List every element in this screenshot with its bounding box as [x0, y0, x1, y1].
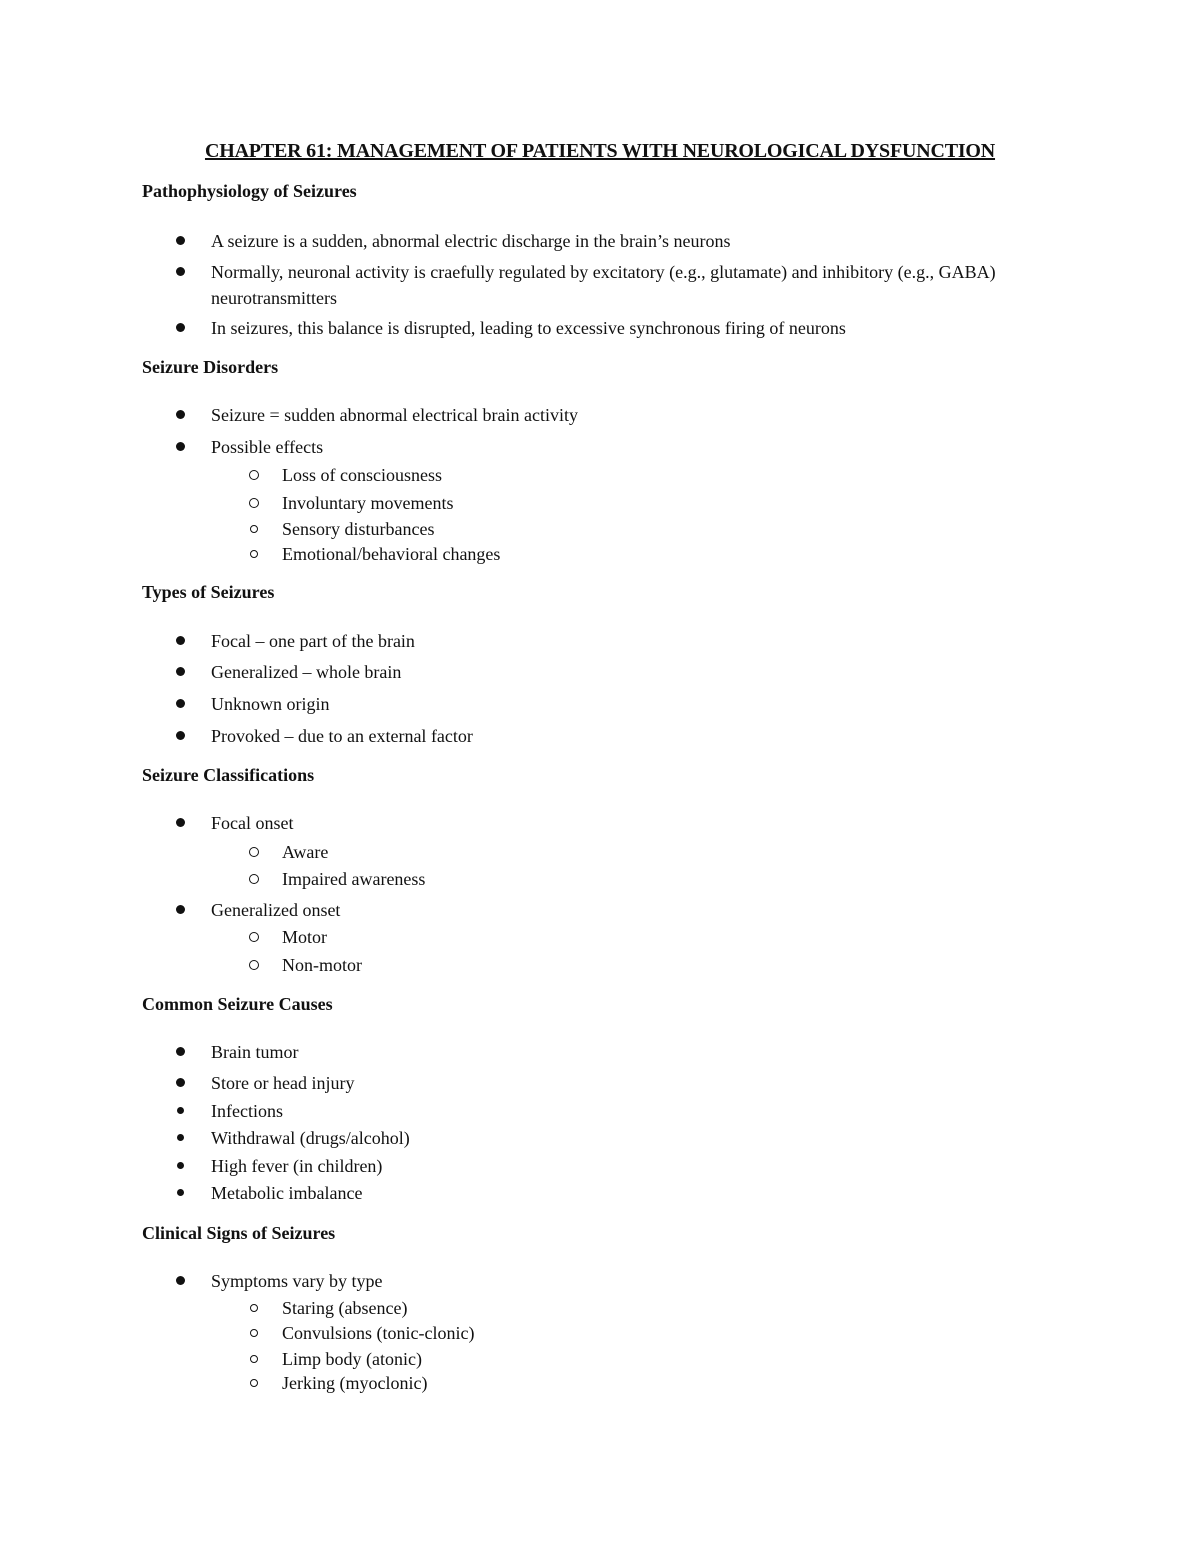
bullet-icon — [176, 236, 185, 245]
bullet-icon — [176, 636, 185, 645]
heading-clinical-signs: Clinical Signs of Seizures — [142, 1223, 336, 1243]
bullet-icon — [176, 442, 185, 451]
list-item: Possible effects — [211, 437, 324, 457]
bullet-icon — [177, 1162, 184, 1169]
list-item: Aware — [282, 842, 329, 862]
circle-bullet-icon — [250, 1379, 258, 1387]
heading-common-seizure-causes: Common Seizure Causes — [142, 994, 333, 1014]
bullet-icon — [177, 1107, 184, 1114]
list-item: Convulsions (tonic-clonic) — [282, 1323, 475, 1343]
list-item: Non-motor — [282, 955, 362, 975]
list-item: Provoked – due to an external factor — [211, 726, 473, 746]
circle-bullet-icon — [249, 470, 259, 480]
list-item: Focal – one part of the brain — [211, 631, 415, 651]
bullet-icon — [176, 323, 185, 332]
list-item: In seizures, this balance is disrupted, leading to excessive synchronous firing of neurons — [211, 318, 846, 338]
bullet-icon — [176, 267, 185, 276]
list-item: High fever (in children) — [211, 1156, 383, 1176]
circle-bullet-icon — [249, 960, 259, 970]
bullet-icon — [177, 1189, 184, 1196]
list-item: Seizure = sudden abnormal electrical brain activity — [211, 405, 579, 425]
list-item: Jerking (myoclonic) — [282, 1373, 428, 1393]
list-item: Generalized – whole brain — [211, 662, 402, 682]
bullet-icon — [177, 1134, 184, 1141]
bullet-icon — [176, 410, 185, 419]
list-item: Generalized onset — [211, 900, 341, 920]
circle-bullet-icon — [250, 1304, 258, 1312]
bullet-icon — [176, 818, 185, 827]
heading-seizure-classifications: Seizure Classifications — [142, 765, 315, 785]
bullet-icon — [176, 667, 185, 676]
circle-bullet-icon — [250, 1329, 258, 1337]
list-item: Metabolic imbalance — [211, 1183, 363, 1203]
bullet-icon — [176, 699, 185, 708]
bullet-icon — [176, 731, 185, 740]
list-item: Withdrawal (drugs/alcohol) — [211, 1128, 410, 1148]
list-item: A seizure is a sudden, abnormal electric discharge in the brain’s neurons — [211, 231, 731, 251]
bullet-icon — [176, 1047, 185, 1056]
list-item: Limp body (atonic) — [282, 1349, 422, 1369]
bullet-icon — [176, 1276, 185, 1285]
circle-bullet-icon — [250, 550, 258, 558]
list-item: Store or head injury — [211, 1073, 355, 1093]
list-item: Brain tumor — [211, 1042, 299, 1062]
circle-bullet-icon — [250, 1355, 258, 1363]
bullet-icon — [176, 1078, 185, 1087]
bullet-icon — [176, 905, 185, 914]
list-item: Motor — [282, 927, 327, 947]
list-item: Staring (absence) — [282, 1298, 408, 1318]
circle-bullet-icon — [250, 525, 258, 533]
heading-pathophysiology: Pathophysiology of Seizures — [142, 181, 357, 201]
list-item: Infections — [211, 1101, 283, 1121]
list-item: Loss of consciousness — [282, 465, 442, 485]
circle-bullet-icon — [249, 498, 259, 508]
list-item: Unknown origin — [211, 694, 330, 714]
list-item: Involuntary movements — [282, 493, 454, 513]
list-item: Symptoms vary by type — [211, 1271, 383, 1291]
heading-seizure-disorders: Seizure Disorders — [142, 357, 279, 377]
circle-bullet-icon — [249, 874, 259, 884]
heading-types-of-seizures: Types of Seizures — [142, 582, 275, 602]
list-item: Emotional/behavioral changes — [282, 544, 501, 564]
list-item: Impaired awareness — [282, 869, 426, 889]
list-item: Focal onset — [211, 813, 294, 833]
page-title: CHAPTER 61: MANAGEMENT OF PATIENTS WITH NEUROLOGICAL DYSFUNCTION — [204, 140, 996, 162]
list-item: Sensory disturbances — [282, 519, 435, 539]
list-item: Normally, neuronal activity is craefully regulated by excitatory (e.g., glutamate) and inhibitory (e.g., GABA) neurotransmitters — [211, 262, 996, 308]
circle-bullet-icon — [249, 847, 259, 857]
circle-bullet-icon — [249, 932, 259, 942]
